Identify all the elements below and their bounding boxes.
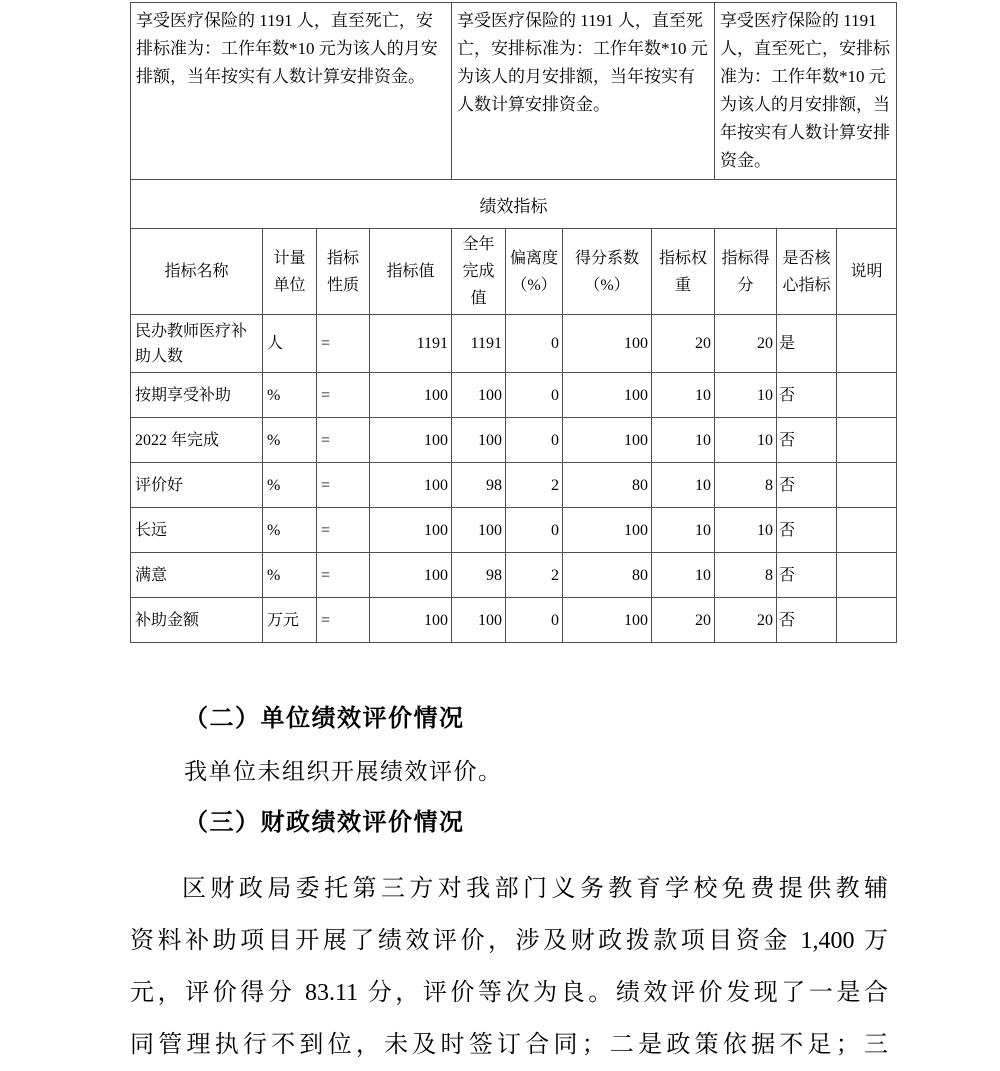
cell-nature: = (317, 598, 370, 643)
column-header-indicator-name: 指标名称 (131, 229, 263, 315)
cell-note (837, 508, 897, 553)
cell-deviation: 0 (506, 418, 563, 463)
cell-target-value: 100 (370, 508, 452, 553)
cell-note (837, 315, 897, 373)
cell-weight: 10 (652, 553, 715, 598)
cell-score-coefficient: 100 (563, 508, 652, 553)
cell-deviation: 0 (506, 598, 563, 643)
cell-nature: = (317, 463, 370, 508)
continuation-cell: 享受医疗保险的 1191 人，直至死亡，安排标准为：工作年数*10 元为该人的月安排额，当年按实有人数计算安排资金。 (452, 3, 715, 180)
column-header-nature: 指标性质 (317, 229, 370, 315)
section-title: 绩效指标 (131, 180, 897, 229)
cell-weight: 10 (652, 373, 715, 418)
cell-indicator-name: 长远 (131, 508, 263, 553)
cell-weight: 20 (652, 315, 715, 373)
cell-unit: % (263, 373, 317, 418)
cell-unit: % (263, 553, 317, 598)
cell-weight: 10 (652, 463, 715, 508)
cell-score-coefficient: 80 (563, 553, 652, 598)
table-row (131, 418, 897, 463)
cell-annual-completion: 98 (452, 553, 506, 598)
unit-evaluation-body: 我单位未组织开展绩效评价。 (184, 759, 503, 784)
column-header-score-coefficient: 得分系数（%） (563, 229, 652, 315)
cell-score-coefficient: 100 (563, 598, 652, 643)
page-content (130, 2, 898, 1071)
cell-score: 10 (715, 508, 777, 553)
cell-nature: = (317, 373, 370, 418)
cell-core-indicator: 否 (777, 598, 837, 643)
cell-score: 8 (715, 553, 777, 598)
column-header-unit: 计量单位 (263, 229, 317, 315)
cell-indicator-name: 补助金额 (131, 598, 263, 643)
cell-indicator-name: 按期享受补助 (131, 373, 263, 418)
cell-core-indicator: 是 (777, 315, 837, 373)
cell-core-indicator: 否 (777, 553, 837, 598)
table-row (131, 373, 897, 418)
cell-core-indicator: 否 (777, 508, 837, 553)
column-header-target-value: 指标值 (370, 229, 452, 315)
cell-core-indicator: 否 (777, 418, 837, 463)
table-row (131, 598, 897, 643)
column-header-core-indicator: 是否核心指标 (777, 229, 837, 315)
cell-target-value: 1191 (370, 315, 452, 373)
cell-weight: 10 (652, 418, 715, 463)
cell-deviation: 0 (506, 373, 563, 418)
paragraph-line: 区财政局委托第三方对我部门义务教育学校免费提供教辅 (182, 876, 888, 902)
column-header-note: 说明 (837, 229, 897, 315)
cell-weight: 10 (652, 508, 715, 553)
cell-annual-completion: 98 (452, 463, 506, 508)
cell-target-value: 100 (370, 598, 452, 643)
cell-indicator-name: 评价好 (131, 463, 263, 508)
cell-core-indicator: 否 (777, 463, 837, 508)
cell-unit: % (263, 508, 317, 553)
cell-score-coefficient: 100 (563, 373, 652, 418)
fiscal-evaluation-paragraph (130, 863, 888, 1071)
cell-deviation: 2 (506, 463, 563, 508)
paragraph-line: 资料补助项目开展了绩效评价，涉及财政拨款项目资金 1,400 万 (130, 928, 888, 954)
cell-annual-completion: 100 (452, 598, 506, 643)
cell-target-value: 100 (370, 553, 452, 598)
cell-unit: 人 (263, 315, 317, 373)
cell-score-coefficient: 100 (563, 418, 652, 463)
cell-indicator-name: 民办教师医疗补助人数 (131, 315, 263, 373)
report-text-section (130, 707, 888, 1071)
cell-score: 10 (715, 418, 777, 463)
column-header-weight: 指标权重 (652, 229, 715, 315)
cell-deviation: 2 (506, 553, 563, 598)
table-row (131, 508, 897, 553)
cell-score: 20 (715, 598, 777, 643)
column-header-deviation: 偏离度（%） (506, 229, 563, 315)
table-row (131, 315, 897, 373)
table-section-title-row (131, 180, 897, 229)
table-continuation-row (131, 3, 897, 180)
cell-deviation: 0 (506, 315, 563, 373)
column-header-score: 指标得分 (715, 229, 777, 315)
paragraph-line: 元，评价得分 83.11 分，评价等次为良。绩效评价发现了一是合 (130, 980, 888, 1006)
cell-note (837, 463, 897, 508)
cell-target-value: 100 (370, 373, 452, 418)
table-row (131, 553, 897, 598)
cell-note (837, 418, 897, 463)
cell-indicator-name: 满意 (131, 553, 263, 598)
cell-score: 10 (715, 373, 777, 418)
cell-score: 8 (715, 463, 777, 508)
cell-deviation: 0 (506, 508, 563, 553)
cell-note (837, 598, 897, 643)
performance-indicator-table (130, 2, 897, 643)
cell-core-indicator: 否 (777, 373, 837, 418)
cell-unit: % (263, 463, 317, 508)
continuation-cell: 享受医疗保险的 1191 人，直至死亡，安排标准为：工作年数*10 元为该人的月安排额，当年按实有人数计算安排资金。 (131, 3, 452, 180)
cell-nature: = (317, 315, 370, 373)
cell-note (837, 553, 897, 598)
cell-annual-completion: 100 (452, 373, 506, 418)
cell-score-coefficient: 80 (563, 463, 652, 508)
cell-unit: % (263, 418, 317, 463)
cell-target-value: 100 (370, 418, 452, 463)
section-heading-unit-evaluation: （二）单位绩效评价情况 (184, 706, 465, 732)
cell-nature: = (317, 553, 370, 598)
cell-score-coefficient: 100 (563, 315, 652, 373)
cell-nature: = (317, 418, 370, 463)
cell-score: 20 (715, 315, 777, 373)
table-header-row (131, 229, 897, 315)
table-row (131, 463, 897, 508)
cell-annual-completion: 100 (452, 508, 506, 553)
section-heading-fiscal-evaluation: （三）财政绩效评价情况 (184, 810, 465, 836)
cell-nature: = (317, 508, 370, 553)
cell-weight: 20 (652, 598, 715, 643)
cell-indicator-name: 2022 年完成 (131, 418, 263, 463)
cell-annual-completion: 1191 (452, 315, 506, 373)
cell-note (837, 373, 897, 418)
paragraph-line: 同管理执行不到位，未及时签订合同；二是政策依据不足；三 (130, 1032, 888, 1058)
continuation-cell: 享受医疗保险的 1191 人，直至死亡，安排标准为：工作年数*10 元为该人的月安排额，当年按实有人数计算安排资金。 (715, 3, 897, 180)
cell-annual-completion: 100 (452, 418, 506, 463)
cell-unit: 万元 (263, 598, 317, 643)
column-header-annual-completion: 全年完成值 (452, 229, 506, 315)
cell-target-value: 100 (370, 463, 452, 508)
